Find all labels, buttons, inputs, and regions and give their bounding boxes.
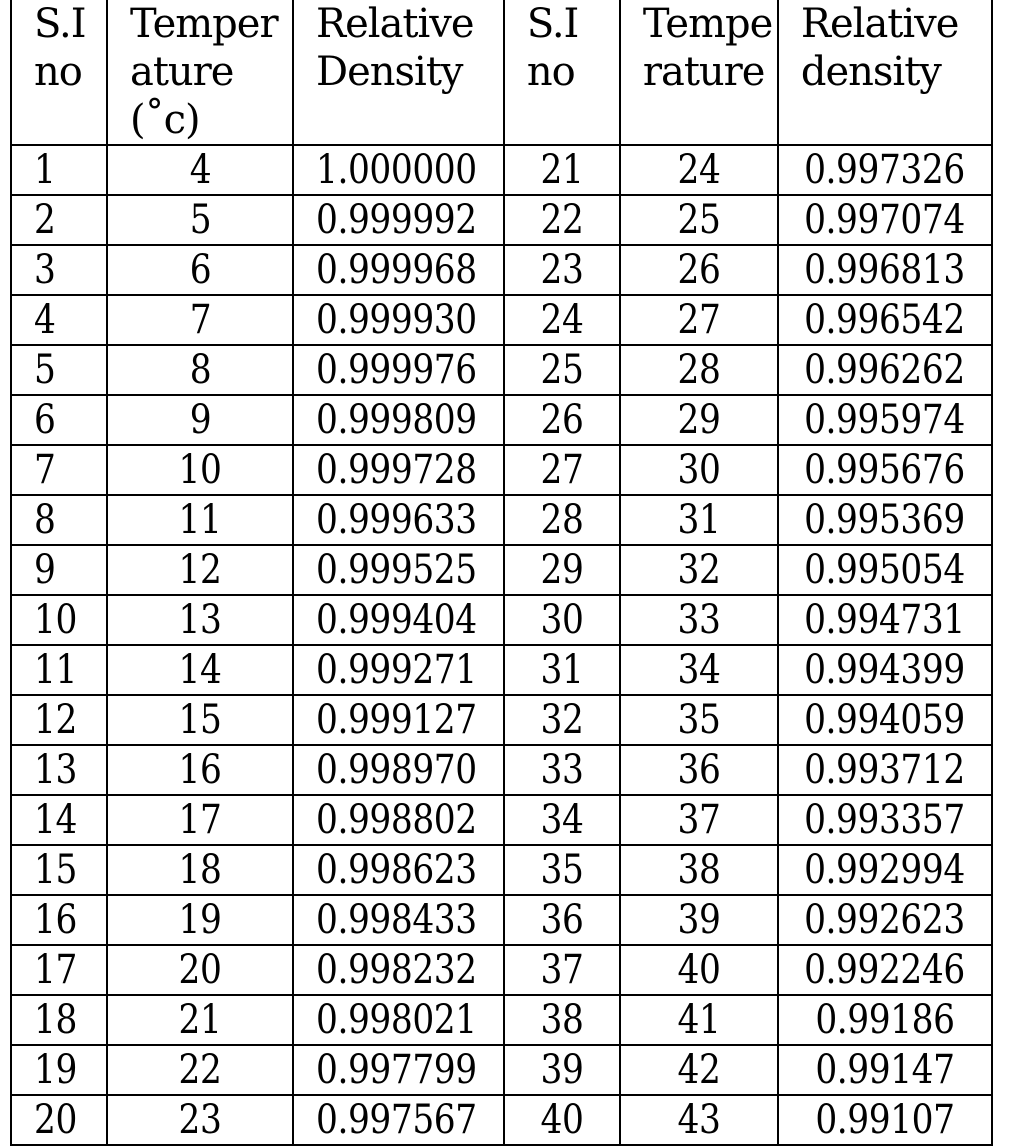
cell-value: 0.996813 [804,247,966,293]
cell-value: 23 [178,1097,222,1143]
cell-value: 0.999271 [316,647,477,693]
cell-value: 8 [34,497,56,543]
temperature-cell [620,195,778,245]
si-no-cell [11,645,107,695]
relative-density-cell [293,845,504,895]
relative-density-cell [778,845,992,895]
cell-value: 38 [677,847,721,893]
relative-density-cell [778,645,992,695]
si-no-cell [504,795,620,845]
relative-density-cell [293,145,504,195]
header-temperature-left [107,0,293,145]
si-no-cell [504,595,620,645]
header-temperature-right [620,0,778,145]
cell-value: 16 [34,897,77,943]
si-no-cell [504,745,620,795]
si-no-cell [11,395,107,445]
relative-density-cell [293,495,504,545]
relative-density-cell [293,195,504,245]
si-no-cell [504,695,620,745]
table-row [11,245,992,295]
cell-value: 0.999127 [316,697,477,743]
relative-density-cell [778,1045,992,1095]
cell-value: 0.999525 [316,547,477,593]
relative-density-cell [293,1045,504,1095]
si-no-cell [504,145,620,195]
header-relative-density-left [293,0,504,145]
cell-value: 10 [34,597,77,643]
table-row [11,445,992,495]
relative-density-cell [293,595,504,645]
header-text: S.I [526,1,579,47]
cell-value: 19 [34,1047,77,1093]
cell-value: 4 [34,297,56,343]
header-text: density [800,49,941,95]
cell-value: 17 [34,947,77,993]
cell-value: 0.998802 [316,797,477,843]
cell-value: 19 [178,897,222,943]
cell-value: 0.997567 [316,1097,477,1143]
temperature-cell [620,695,778,745]
cell-value: 0.997074 [804,197,966,243]
cell-value: 12 [178,547,222,593]
cell-value: 8 [189,347,211,393]
cell-value: 0.998433 [316,897,477,943]
cell-value: 11 [34,647,77,693]
cell-value: 0.994059 [804,697,966,743]
cell-value: 10 [178,447,222,493]
si-no-cell [11,1095,107,1145]
cell-value: 27 [677,297,721,343]
cell-value: 0.995054 [804,547,966,593]
si-no-cell [504,1045,620,1095]
table-row [11,745,992,795]
cell-value: 41 [677,997,721,1043]
cell-value: 28 [540,497,584,543]
cell-value: 7 [34,447,56,493]
temperature-cell [107,295,293,345]
cell-value: 22 [540,197,584,243]
cell-value: 1 [34,147,56,193]
cell-value: 0.999930 [316,297,477,343]
si-no-cell [11,945,107,995]
cell-value: 36 [540,897,584,943]
cell-value: 21 [178,997,222,1043]
cell-value: 18 [34,997,77,1043]
table-row [11,895,992,945]
relative-density-table [10,0,993,1146]
temperature-cell [107,145,293,195]
relative-density-cell [778,995,992,1045]
temperature-cell [107,1095,293,1145]
temperature-cell [620,1095,778,1145]
relative-density-cell [778,745,992,795]
cell-value: 0.997326 [804,147,966,193]
relative-density-cell [778,495,992,545]
cell-value: 0.998970 [316,747,477,793]
header-si-no-left [11,0,107,145]
si-no-cell [504,645,620,695]
cell-value: 37 [677,797,721,843]
table-row [11,595,992,645]
cell-value: 0.99147 [815,1047,955,1093]
cell-value: 14 [178,647,222,693]
header-text: Density [316,49,463,95]
si-no-cell [11,1045,107,1095]
cell-value: 0.996542 [804,297,966,343]
temperature-cell [620,595,778,645]
temperature-cell [620,895,778,945]
temperature-cell [107,695,293,745]
relative-density-cell [293,745,504,795]
cell-value: 35 [540,847,584,893]
table-row [11,495,992,545]
cell-value: 0.999968 [316,247,477,293]
temperature-cell [620,495,778,545]
cell-value: 33 [540,747,584,793]
relative-density-cell [778,345,992,395]
cell-value: 14 [34,797,77,843]
cell-value: 0.999728 [316,447,477,493]
cell-value: 13 [34,747,77,793]
header-text: rature [642,49,765,95]
table-row [11,1045,992,1095]
cell-value: 3 [34,247,56,293]
header-text: Tempe [642,1,773,47]
temperature-cell [107,645,293,695]
cell-value: 0.999404 [316,597,477,643]
table-row [11,395,992,445]
relative-density-cell [778,795,992,845]
cell-value: 32 [540,697,584,743]
temperature-cell [620,1045,778,1095]
table-row [11,645,992,695]
cell-value: 38 [540,997,584,1043]
cell-value: 9 [34,547,56,593]
cell-value: 31 [540,647,584,693]
temperature-cell [107,1045,293,1095]
cell-value: 21 [540,147,584,193]
table-row [11,795,992,845]
relative-density-cell [293,795,504,845]
temperature-cell [107,795,293,845]
cell-value: 37 [540,947,584,993]
cell-value: 25 [540,347,584,393]
cell-value: 32 [677,547,721,593]
relative-density-cell [293,1095,504,1145]
table-row [11,545,992,595]
si-no-cell [504,195,620,245]
cell-value: 0.998232 [316,947,477,993]
temperature-cell [107,845,293,895]
relative-density-cell [778,145,992,195]
cell-value: 0.998021 [316,997,477,1043]
si-no-cell [11,495,107,545]
relative-density-cell [778,1095,992,1145]
temperature-cell [620,295,778,345]
si-no-cell [11,795,107,845]
temperature-cell [620,395,778,445]
cell-value: 22 [178,1047,222,1093]
temperature-cell [107,495,293,545]
table-row [11,1095,992,1145]
si-no-cell [504,245,620,295]
cell-value: 0.999992 [316,197,477,243]
cell-value: 0.995369 [804,497,966,543]
relative-density-cell [293,695,504,745]
table-row [11,845,992,895]
si-no-cell [11,845,107,895]
cell-value: 0.997799 [316,1047,477,1093]
cell-value: 0.99107 [815,1097,955,1143]
si-no-cell [11,695,107,745]
relative-density-cell [778,895,992,945]
cell-value: 0.99186 [815,997,955,1043]
cell-value: 43 [677,1097,721,1143]
si-no-cell [11,195,107,245]
header-text: no [34,49,82,95]
cell-value: 42 [677,1047,721,1093]
cell-value: 16 [178,747,222,793]
cell-value: 36 [677,747,721,793]
si-no-cell [504,995,620,1045]
header-relative-density-right [778,0,992,145]
cell-value: 15 [178,697,222,743]
header-text: Temper [130,1,278,47]
temperature-cell [107,945,293,995]
cell-value: 0.996262 [804,347,966,393]
cell-value: 0.999976 [316,347,477,393]
cell-value: 13 [178,597,222,643]
relative-density-cell [293,995,504,1045]
temperature-cell [107,345,293,395]
cell-value: 25 [677,197,721,243]
cell-value: 27 [540,447,584,493]
relative-density-cell [778,695,992,745]
cell-value: 20 [34,1097,77,1143]
table-row [11,995,992,1045]
header-text: no [526,49,575,95]
si-no-cell [504,1095,620,1145]
cell-value: 11 [178,497,222,543]
si-no-cell [11,245,107,295]
cell-value: 29 [540,547,584,593]
cell-value: 20 [178,947,222,993]
cell-value: 0.995676 [804,447,966,493]
temperature-cell [107,745,293,795]
cell-value: 5 [34,347,56,393]
relative-density-cell [778,595,992,645]
temperature-cell [107,895,293,945]
temperature-cell [107,395,293,445]
cell-value: 0.992623 [804,897,966,943]
si-no-cell [504,895,620,945]
temperature-cell [620,845,778,895]
cell-value: 39 [677,897,721,943]
relative-density-cell [293,345,504,395]
header-text: (˚c) [130,97,200,143]
si-no-cell [504,445,620,495]
si-no-cell [504,295,620,345]
si-no-cell [11,995,107,1045]
relative-density-cell [778,245,992,295]
cell-value: 0.992246 [804,947,966,993]
si-no-cell [11,295,107,345]
cell-value: 15 [34,847,77,893]
cell-value: 30 [677,447,721,493]
cell-value: 5 [189,197,211,243]
si-no-cell [504,545,620,595]
cell-value: 33 [677,597,721,643]
cell-value: 24 [540,297,584,343]
temperature-cell [107,245,293,295]
cell-value: 0.995974 [804,397,966,443]
temperature-cell [620,545,778,595]
relative-density-cell [293,245,504,295]
cell-value: 0.992994 [804,847,966,893]
cell-value: 6 [189,247,211,293]
cell-value: 31 [677,497,721,543]
relative-density-cell [293,445,504,495]
header-si-no-right [504,0,620,145]
temperature-cell [620,745,778,795]
cell-value: 23 [540,247,584,293]
table-row [11,345,992,395]
relative-density-cell [778,945,992,995]
relative-density-cell [293,895,504,945]
cell-value: 34 [677,647,721,693]
cell-value: 0.993712 [804,747,966,793]
relative-density-cell [778,445,992,495]
cell-value: 30 [540,597,584,643]
cell-value: 4 [189,147,211,193]
cell-value: 0.998623 [316,847,477,893]
relative-density-cell [293,945,504,995]
cell-value: 1.000000 [316,147,477,193]
si-no-cell [11,745,107,795]
relative-density-cell [293,645,504,695]
si-no-cell [11,445,107,495]
si-no-cell [11,595,107,645]
cell-value: 24 [677,147,721,193]
cell-value: 0.999809 [316,397,477,443]
cell-value: 26 [540,397,584,443]
cell-value: 2 [34,197,56,243]
cell-value: 18 [178,847,222,893]
cell-value: 29 [677,397,721,443]
header-text: Relative [316,1,474,47]
cell-value: 0.994399 [804,647,966,693]
temperature-cell [107,595,293,645]
cell-value: 7 [189,297,211,343]
temperature-cell [620,995,778,1045]
relative-density-cell [293,395,504,445]
cell-value: 35 [677,697,721,743]
relative-density-cell [293,545,504,595]
cell-value: 34 [540,797,584,843]
si-no-cell [504,395,620,445]
si-no-cell [11,895,107,945]
temperature-cell [620,145,778,195]
cell-value: 40 [677,947,721,993]
cell-value: 26 [677,247,721,293]
table-row [11,945,992,995]
temperature-cell [620,445,778,495]
temperature-cell [107,195,293,245]
temperature-cell [620,645,778,695]
cell-value: 39 [540,1047,584,1093]
temperature-cell [620,345,778,395]
cell-value: 12 [34,697,77,743]
cell-value: 17 [178,797,222,843]
relative-density-cell [778,545,992,595]
relative-density-cell [778,395,992,445]
cell-value: 0.994731 [804,597,966,643]
si-no-cell [504,945,620,995]
header-text: S.I [34,1,86,47]
relative-density-cell [778,295,992,345]
si-no-cell [504,845,620,895]
cell-value: 6 [34,397,56,443]
relative-density-cell [778,195,992,245]
si-no-cell [504,345,620,395]
cell-value: 0.993357 [804,797,966,843]
temperature-cell [620,795,778,845]
temperature-cell [620,945,778,995]
temperature-cell [107,545,293,595]
table-row [11,145,992,195]
table-row [11,695,992,745]
temperature-cell [107,445,293,495]
cell-value: 40 [540,1097,584,1143]
si-no-cell [11,145,107,195]
cell-value: 9 [189,397,211,443]
header-text: Relative [800,1,959,47]
header-row [11,0,992,145]
cell-value: 0.999633 [316,497,477,543]
si-no-cell [11,345,107,395]
table-row [11,295,992,345]
relative-density-cell [293,295,504,345]
cell-value: 28 [677,347,721,393]
temperature-cell [620,245,778,295]
si-no-cell [11,545,107,595]
header-text: ature [130,49,234,95]
si-no-cell [504,495,620,545]
table-row [11,195,992,245]
temperature-cell [107,995,293,1045]
